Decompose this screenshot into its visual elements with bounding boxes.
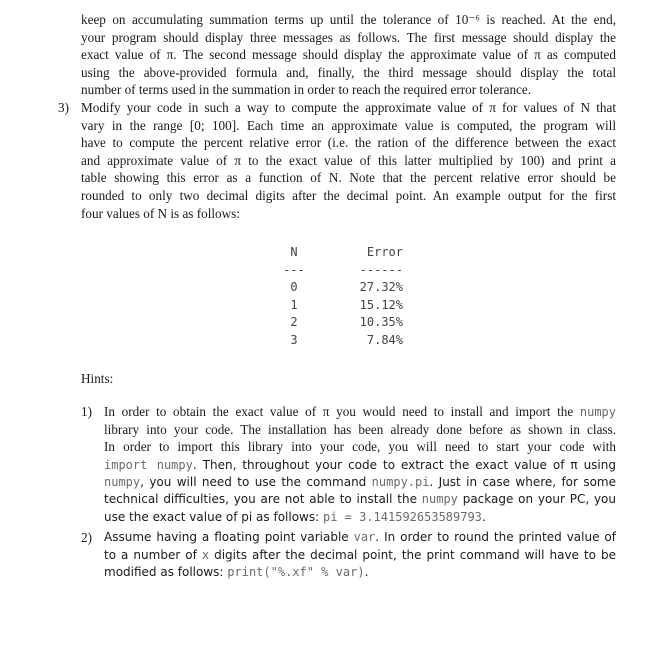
code-numpy: numpy (421, 491, 458, 506)
item-3-line: table showing this error as a function of N. Note that the percent relative error should be (81, 170, 616, 186)
code-numpy: numpy (104, 475, 141, 490)
table-separator-row (280, 262, 403, 280)
hint-1-line (104, 509, 616, 527)
intro-paragraph (81, 11, 616, 99)
code-var: var (353, 530, 376, 544)
text: package on your PC, you (462, 491, 616, 506)
cell-n: 0 (290, 280, 298, 295)
item-3-line: vary in the range [0; 100]. Each time an approximate value is computed, the program will (81, 117, 616, 133)
text: . Then, throughout your code to extract the exact value of π using (192, 457, 616, 472)
cell-error: 15.12% (359, 297, 403, 312)
table-row (280, 332, 403, 350)
text: digits after the decimal point, the print command will have to be (209, 547, 616, 562)
table-row (280, 314, 403, 332)
cell-error: 10.35% (359, 315, 403, 330)
table-row (280, 297, 403, 315)
hint-1-line: In order to import this library into your code, you will need to start your code with (104, 439, 616, 455)
cell-error: 27.32% (359, 280, 403, 295)
intro-line: number of terms used in the summation in order to reach the required error tolerance. (81, 82, 532, 98)
text: , you will need to use the command (140, 475, 372, 490)
hint-1-paragraph (104, 403, 616, 526)
item-3-paragraph (81, 99, 616, 222)
hint-1-line (104, 473, 616, 491)
text: modified as follows: (104, 565, 228, 580)
text: In order to obtain the exact value of π you would need to install and import the (104, 404, 580, 419)
code-pi-value: pi = 3.141592653589793 (322, 509, 482, 524)
header-n: N (290, 245, 298, 259)
code-x: x (201, 547, 210, 562)
hint-1-line (104, 491, 616, 509)
code-import-numpy: import numpy (104, 457, 193, 472)
cell-n: 3 (290, 332, 298, 347)
item-3-line: and approximate value of π to the exact value of this latter multiplied by 100) and print a (81, 152, 616, 168)
hint-1-line (104, 456, 616, 474)
separator-n: --- (283, 262, 305, 277)
intro-line: keep on accumulating summation terms up until the tolerance of 10⁻⁶ is reached. At the end, (81, 12, 616, 27)
text: . (481, 509, 486, 524)
hint-2-paragraph (104, 529, 616, 582)
text: use the exact value of pi as follows: (104, 509, 323, 524)
item-3-line: have to compute the percent relative error (i.e. the ration of the difference between the exact (81, 135, 616, 151)
item-3-number: 3) (58, 100, 69, 115)
hints-title: Hints: (81, 371, 114, 386)
table-row (280, 279, 403, 297)
text: to a number of (104, 547, 202, 562)
separator-error: ------ (359, 262, 403, 277)
text: . Just in case where, for some (429, 475, 616, 490)
hint-1-number: 1) (81, 404, 92, 419)
error-table (280, 244, 403, 350)
table-header-row (280, 244, 403, 262)
cell-n: 1 (290, 297, 298, 312)
cell-error: 7.84% (366, 332, 403, 347)
hint-2-line (104, 564, 616, 582)
text: . (364, 565, 369, 580)
text: . In order to round the printed value of (375, 530, 616, 544)
text: Assume having a floating point variable (104, 530, 354, 544)
item-3-line: Modify your code in such a way to compute the approximate value of π for values of N that (81, 100, 616, 115)
hint-2-line (104, 529, 616, 547)
intro-line: exact value of π. The second message should display the approximate value of π as computed (81, 47, 616, 63)
header-error: Error (366, 245, 403, 259)
code-print: print("%.xf" % var) (227, 565, 365, 580)
hint-2-line (104, 547, 616, 565)
text: technical difficulties, you are not able to install the (104, 491, 422, 506)
hint-1-line (104, 403, 616, 421)
code-numpy-pi: numpy.pi (371, 475, 430, 490)
code-numpy: numpy (579, 405, 616, 419)
hint-1-line: library into your code. The installation has been already done before as shown in class. (104, 421, 616, 437)
hint-2-number: 2) (81, 530, 92, 545)
cell-n: 2 (290, 315, 298, 330)
item-3-line: four values of N is as follows: (81, 205, 240, 221)
intro-line: your program should display three messages as follows. The first message should display the (81, 29, 616, 45)
intro-line: using the above-provided formula and, finally, the third message should display the total (81, 64, 616, 80)
item-3-line: rounded to only two decimal digits after the decimal point. An example output for the first (81, 187, 616, 203)
